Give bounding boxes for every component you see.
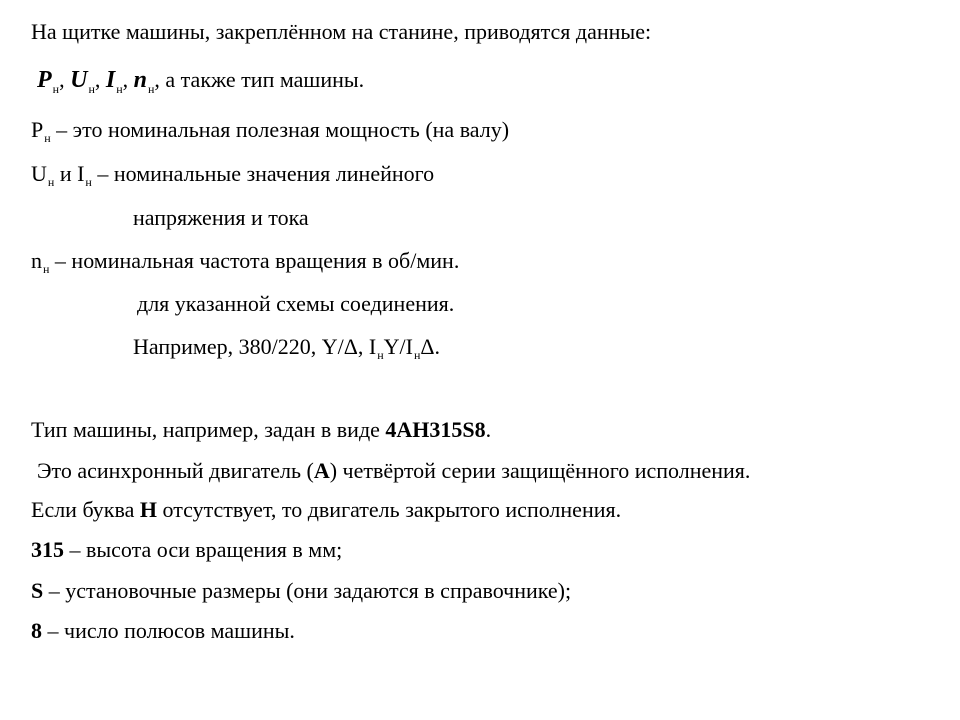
sep-1: , bbox=[59, 67, 71, 92]
param-i: I bbox=[105, 67, 116, 93]
voltage-current-line bbox=[31, 161, 434, 190]
voltage-sym: U bbox=[31, 161, 47, 186]
voltage-current-text: – номинальные значения линейного bbox=[91, 161, 435, 186]
param-p: P bbox=[37, 67, 52, 93]
param-i-sub: н bbox=[116, 82, 123, 96]
power-sym: P bbox=[31, 117, 44, 142]
poles-line bbox=[31, 618, 295, 644]
example-sub-2: н bbox=[413, 348, 421, 362]
async-letter: А bbox=[313, 458, 330, 483]
connection-scheme-line bbox=[137, 291, 454, 317]
voltage-sub: н bbox=[47, 175, 55, 189]
type-prefix: Тип машины, например, задан в виде bbox=[31, 417, 386, 442]
example-line bbox=[133, 334, 440, 363]
intro-text: На щитке машины, закреплённом на станине, приводятся данные: bbox=[31, 19, 652, 44]
closed-suffix: отсутствует, то двигатель закрытого исполнения. bbox=[157, 497, 622, 522]
param-p-sub: н bbox=[52, 82, 60, 96]
param-n-sub: н bbox=[147, 82, 155, 96]
poles-value: 8 bbox=[31, 618, 42, 643]
voltage-current-continuation bbox=[133, 205, 309, 231]
machine-type-line bbox=[31, 417, 491, 443]
speed-sub: н bbox=[43, 262, 50, 276]
type-suffix: . bbox=[485, 417, 492, 442]
sep-2: , bbox=[94, 67, 106, 92]
param-n: n bbox=[133, 67, 147, 93]
type-code: 4АН315S8 bbox=[385, 417, 486, 442]
continuation-text: напряжения и тока bbox=[133, 205, 309, 230]
closed-prefix: Если буква bbox=[31, 497, 140, 522]
speed-text: – номинальная частота вращения в об/мин. bbox=[49, 248, 460, 273]
param-u: U bbox=[70, 67, 88, 93]
sep-3: , bbox=[122, 67, 134, 92]
params-tail: , а также тип машины. bbox=[154, 67, 365, 92]
example-prefix: Например, 380/220, Y/Δ, I bbox=[133, 334, 377, 359]
poles-text: – число полюсов машины. bbox=[42, 618, 295, 643]
nameplate-params-line bbox=[37, 67, 364, 96]
power-text: – это номинальная полезная мощность (на валу) bbox=[50, 117, 510, 142]
example-sub-1: н bbox=[377, 348, 384, 362]
connection-text: для указанной схемы соединения. bbox=[137, 291, 455, 316]
async-prefix: Это асинхронный двигатель ( bbox=[37, 458, 314, 483]
intro-line bbox=[31, 19, 651, 45]
mounting-text: – установочные размеры (они задаются в справочнике); bbox=[43, 578, 572, 603]
mounting-dimensions-line bbox=[31, 578, 571, 604]
and-text: и bbox=[54, 161, 78, 186]
speed-definition-line bbox=[31, 248, 459, 277]
example-suffix: Δ. bbox=[420, 334, 441, 359]
axis-height-value: 315 bbox=[31, 537, 64, 562]
axis-height-text: – высота оси вращения в мм; bbox=[64, 537, 343, 562]
example-mid: Y/I bbox=[383, 334, 413, 359]
current-sub: н bbox=[85, 175, 92, 189]
closed-letter: Н bbox=[139, 497, 157, 522]
mounting-letter: S bbox=[31, 578, 44, 603]
axis-height-line bbox=[31, 537, 342, 563]
power-definition-line bbox=[31, 117, 509, 146]
param-u-sub: н bbox=[88, 82, 95, 96]
current-sym: I bbox=[77, 161, 85, 186]
power-sub: н bbox=[44, 131, 51, 145]
async-suffix: ) четвёртой серии защищённого исполнения. bbox=[329, 458, 751, 483]
speed-sym: n bbox=[31, 248, 42, 273]
async-motor-line bbox=[37, 458, 750, 484]
closed-version-line bbox=[31, 497, 621, 523]
